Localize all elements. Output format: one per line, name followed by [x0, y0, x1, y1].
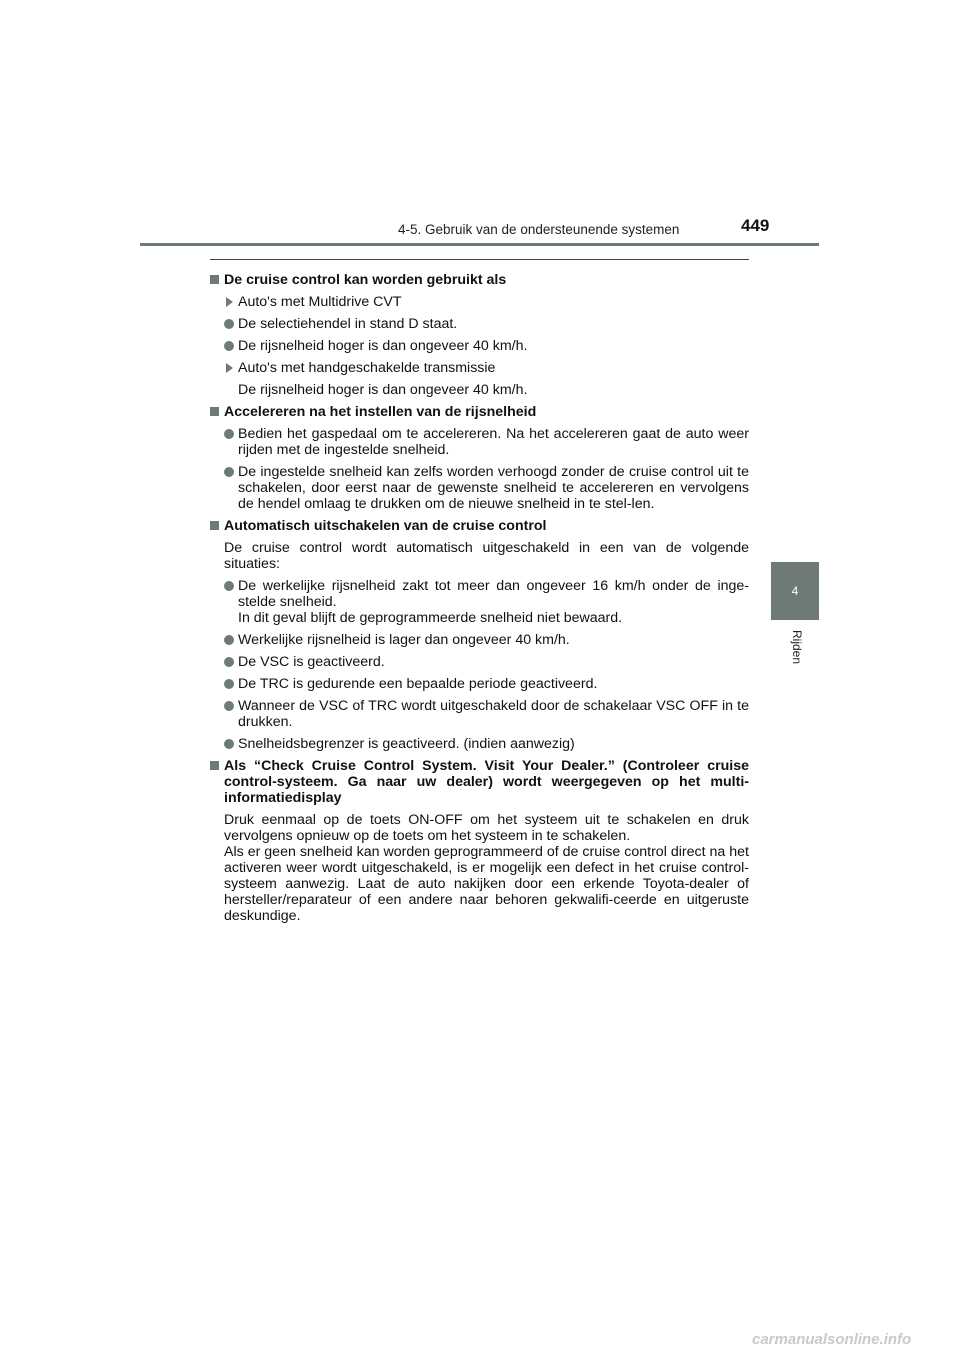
page-content	[210, 266, 749, 930]
paragraph: Druk eenmaal op de toets ON-OFF om het systeem uit te schakelen en druk vervolgens opnieuw op de toets om het systeem in te schakelen.	[224, 812, 749, 844]
square-bullet-icon	[210, 407, 219, 416]
section-heading: Als “Check Cruise Control System. Visit Your Dealer.” (Controleer cruise control-systeem. Ga naar uw dealer) wordt weergegeven op het multi-informatiedisplay	[210, 758, 749, 806]
section-heading: Automatisch uitschakelen van de cruise control	[210, 518, 749, 534]
list-item: De VSC is geactiveerd.	[210, 654, 749, 670]
paragraph: De cruise control wordt automatisch uitgeschakeld in een van de volgende situaties:	[224, 540, 749, 572]
chapter-number: 4	[791, 584, 799, 598]
circle-bullet-icon	[224, 679, 234, 689]
list-item: De werkelijke rijsnelheid zakt tot meer dan ongeveer 16 km/h onder de inge-stelde snelheid. In dit geval blijft de geprogrammeerde snelheid niet bewaard.	[210, 578, 749, 626]
circle-bullet-icon	[224, 581, 234, 591]
list-item: Snelheidsbegrenzer is geactiveerd. (indien aanwezig)	[210, 736, 749, 752]
circle-bullet-icon	[224, 635, 234, 645]
square-bullet-icon	[210, 275, 219, 284]
circle-bullet-icon	[224, 467, 234, 477]
list-item: De ingestelde snelheid kan zelfs worden verhoogd zonder de cruise control uit te schakelen, door eerst naar de gewenste snelheid te accelereren en vervolgens de hendel omlaag te drukken om de nieuwe snelheid in te stel-len.	[210, 464, 749, 512]
list-item: Werkelijke rijsnelheid is lager dan ongeveer 40 km/h.	[210, 632, 749, 648]
circle-bullet-icon	[224, 341, 234, 351]
circle-bullet-icon	[224, 739, 234, 749]
paragraph: De rijsnelheid hoger is dan ongeveer 40 km/h.	[238, 382, 528, 398]
header-rule	[140, 243, 819, 246]
list-item: Bedien het gaspedaal om te accelereren. Na het accelereren gaat de auto weer rijden met de ingestelde snelheid.	[210, 426, 749, 458]
list-item: De TRC is gedurende een bepaalde periode geactiveerd.	[210, 676, 749, 692]
chapter-tab[interactable]	[771, 562, 819, 620]
page-number: 449	[741, 216, 770, 235]
section-heading: Accelereren na het instellen van de rijsnelheid	[210, 404, 749, 420]
sub-condition: Auto's met handgeschakelde transmissie	[210, 360, 749, 376]
chapter-label: Rijden	[790, 630, 804, 665]
watermark: carmanualsonline.info	[752, 1331, 912, 1348]
circle-bullet-icon	[224, 657, 234, 667]
triangle-arrow-icon	[226, 297, 233, 307]
content-rule	[210, 259, 749, 260]
square-bullet-icon	[210, 521, 219, 530]
triangle-arrow-icon	[226, 363, 233, 373]
list-item: De rijsnelheid hoger is dan ongeveer 40 km/h.	[210, 338, 749, 354]
list-item: De selectiehendel in stand D staat.	[210, 316, 749, 332]
list-item: Wanneer de VSC of TRC wordt uitgeschakeld door de schakelaar VSC OFF in te drukken.	[210, 698, 749, 730]
section-heading: De cruise control kan worden gebruikt als	[210, 272, 749, 288]
sub-condition: Auto's met Multidrive CVT	[210, 294, 749, 310]
circle-bullet-icon	[224, 429, 234, 439]
square-bullet-icon	[210, 761, 219, 770]
circle-bullet-icon	[224, 701, 234, 711]
circle-bullet-icon	[224, 319, 234, 329]
paragraph: Als er geen snelheid kan worden geprogrammeerd of de cruise control direct na het activeren weer wordt uitgeschakeld, is er mogelijk een defect in het cruise control-systeem aanwezig. Laat de auto nakijken door een erkende Toyota-dealer of hersteller/reparateur of een andere naar behoren gekwalifi-ceerde en uitgeruste deskundige.	[224, 844, 749, 924]
header-title: 4-5. Gebruik van de ondersteunende systemen	[398, 222, 680, 237]
